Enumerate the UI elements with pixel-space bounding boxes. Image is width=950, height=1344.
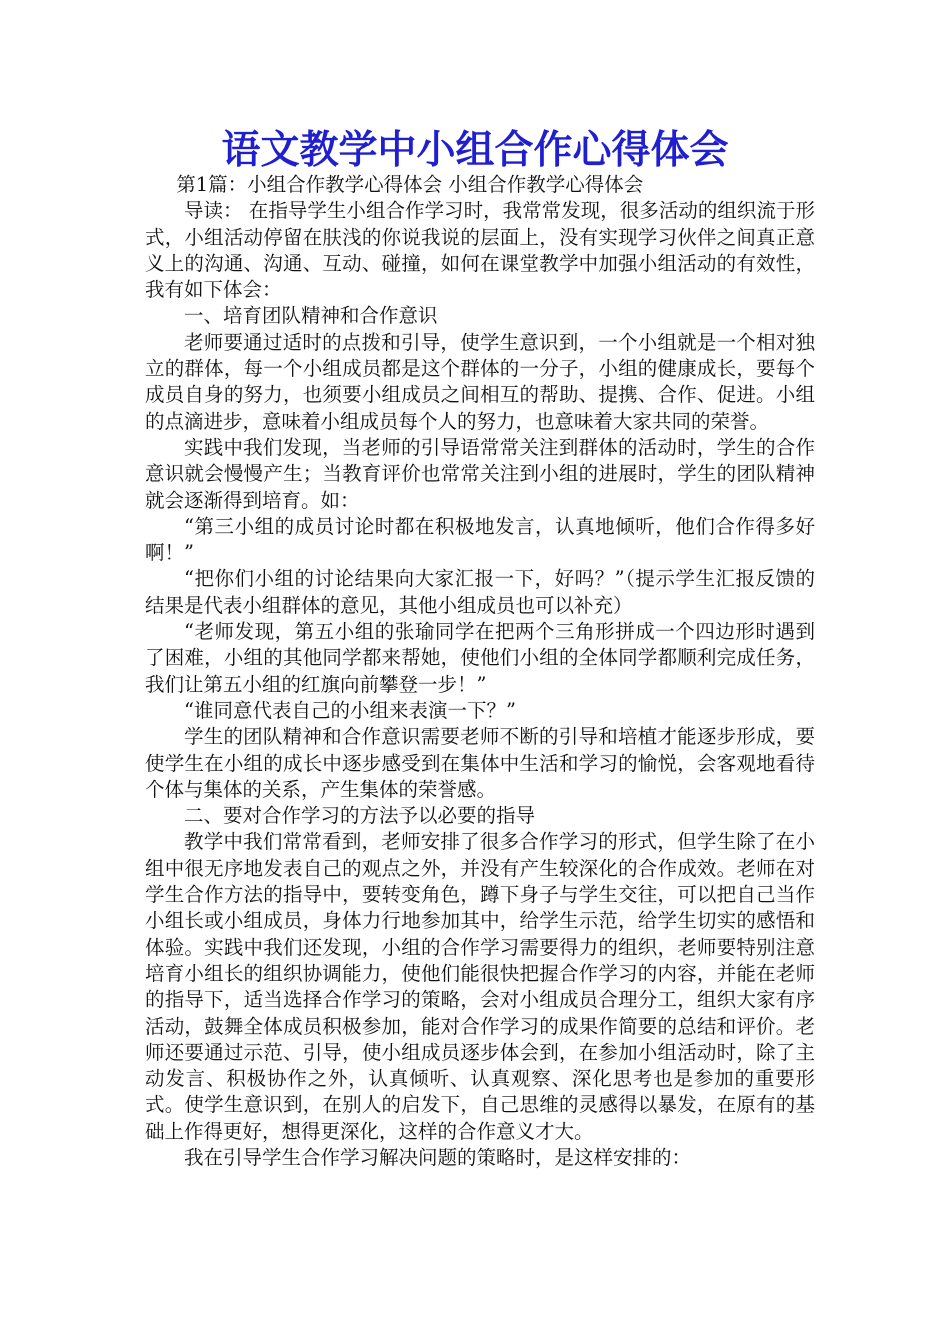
document-body xyxy=(145,172,815,1171)
paragraph: 实践中我们发现，当老师的引导语常常关注到群体的活动时，学生的合作意识就会慢慢产生；当教育评价也常常关注到小组的进展时，学生的团队精神就会逐渐得到培育。如： xyxy=(145,435,815,512)
quote-paragraph: “老师发现，第五小组的张瑜同学在把两个三角形拼成一个四边形时遇到了困难，小组的其他同学都来帮她，使他们小组的全体同学都顺利完成任务，我们让第五小组的红旗向前攀登一步！” xyxy=(145,620,815,696)
section-subtitle: 第1篇：小组合作教学心得体会 小组合作教学心得体会 xyxy=(176,173,644,196)
paragraph: 学生的团队精神和合作意识需要老师不断的引导和培植才能逐步形成，要使学生在小组的成长中逐步感受到在集体中生活和学习的愉悦，会客观地看待个体与集体的关系，产生集体的荣誉感。 xyxy=(145,725,815,801)
paragraph: 我在引导学生合作学习解决问题的策略时，是这样安排的： xyxy=(184,1145,692,1169)
section-heading-2: 二、要对合作学习的方法予以必要的指导 xyxy=(184,804,536,828)
section-heading-1: 一、培育团队精神和合作意识 xyxy=(184,304,438,328)
document-title: 语文教学中小组合作心得体会 xyxy=(221,127,729,173)
quote-paragraph: “把你们小组的讨论结果向大家汇报一下，好吗？”（提示学生汇报反馈的结果是代表小组群体的意见，其他小组成员也可以补充） xyxy=(145,567,815,617)
paragraph: 教学中我们常常看到，老师安排了很多合作学习的形式，但学生除了在小组中很无序地发表自己的观点之外，并没有产生较深化的合作成效。老师在对学生合作方法的指导中，要转变角色，蹲下身子与学生交往，可以把自己当作小组长或小组成员，身体力行地参加其中，给学生示范，给学生切实的感悟和体验。实践中我们还发现，小组的合作学习需要得力的组织，老师要特别注意培育小组长的组织协调能力，使他们能很快把握合作学习的内容，并能在老师的指导下，适当选择合作学习的策略，会对小组成员合理分工，组织大家有序活动，鼓舞全体成员积极参加，能对合作学习的成果作简要的总结和评价。老师还要通过示范、引导，使小组成员逐步体会到，在参加小组活动时，除了主动发言、积极协作之外，认真倾听、认真观察、深化思考也是参加的重要形式。使学生意识到，在别人的启发下，自己思维的灵感得以暴发，在原有的基础上作得更好，想得更深化，这样的合作意义才大。 xyxy=(145,830,815,1143)
paragraph: 老师要通过适时的点拨和引导，使学生意识到，一个小组就是一个相对独立的群体，每一个小组成员都是这个群体的一分子，小组的健康成长，要每个成员自身的努力，也须要小组成员之间相互的帮助、提携、合作、促进。小组的点滴进步，意味着小组成员每个人的努力，也意味着大家共同的荣誉。 xyxy=(145,330,815,433)
quote-paragraph: “谁同意代表自己的小组来表演一下？” xyxy=(184,698,516,722)
paragraph-intro: 导读： 在指导学生小组合作学习时，我常常发现，很多活动的组织流于形式，小组活动停留在肤浅的你说我说的层面上，没有实现学习伙伴之间真正意义上的沟通、沟通、互动、碰撞，如何在课堂教学中加强小组活动的有效性，我有如下体会： xyxy=(145,199,815,302)
quote-paragraph: “第三小组的成员讨论时都在积极地发言，认真地倾听，他们合作得多好啊！” xyxy=(145,514,815,565)
